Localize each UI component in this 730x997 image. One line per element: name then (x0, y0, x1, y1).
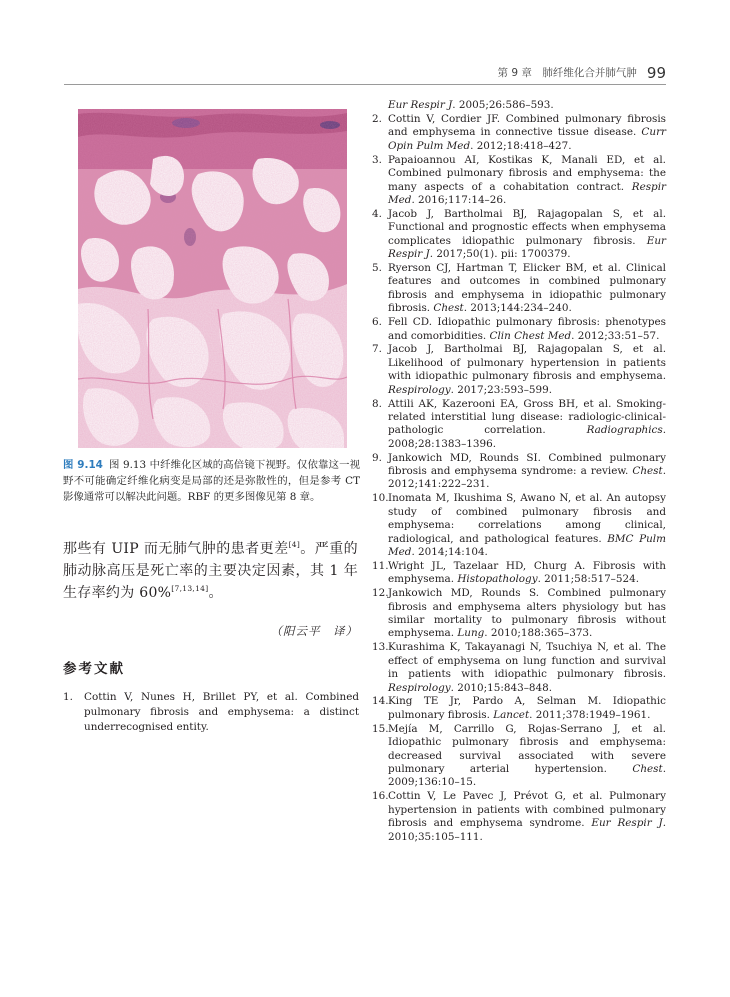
reference-number: 14. (372, 695, 389, 708)
reference-text: Attili AK, Kazerooni EA, Gross BH, et al. Smoking-related interstitial lung disease: radiologic-clinical-pathologic correlation. (388, 397, 666, 437)
translator-credit: （阳云平 译） (270, 624, 358, 638)
reference-citation: . 2013;144:234–240. (463, 302, 572, 315)
reference-item (63, 690, 359, 735)
paragraph-text-1: 那些有 UIP 而无肺气肿的患者更差 (63, 541, 289, 557)
references-title: 参考文献 (63, 661, 125, 677)
citation-4: [4] (288, 540, 301, 549)
reference-text: Cottin V, Cordier JF. Combined pulmonary fibrosis and emphysema in connective tissue disease. (388, 113, 666, 139)
reference-number: 10. (372, 492, 389, 505)
reference-item (372, 154, 666, 208)
reference-text: Jacob J, Bartholmai BJ, Rajagopalan S, et al. Likelihood of pulmonary hypertension in patients with idiopathic pulmonary fibrosis and emphysema. (388, 343, 666, 383)
reference-journal: Chest (632, 763, 663, 775)
figure-label: 图 9.14 (63, 459, 103, 471)
reference-journal: Radiographics (586, 424, 663, 437)
reference-number: 13. (372, 641, 389, 654)
reference-citation: . 2011;378:1949–1961. (529, 708, 651, 721)
reference-number: 15. (372, 722, 389, 735)
reference-number: 12. (372, 587, 389, 600)
reference-citation: . 2010;35:105–111. (388, 817, 666, 843)
reference-text: Jankowich MD, Rounds SI. Combined pulmonary fibrosis and emphysema syndrome: a review. (388, 451, 666, 478)
reference-journal: Eur Respir J (388, 99, 453, 111)
reference-number: 1. (63, 691, 73, 703)
reference-text: Cottin V, Le Pavec J, Prévot G, et al. Pulmonary hypertension in patients with combined pulmonary fibrosis and emphysema syndrome. (388, 790, 666, 830)
reference-citation: . 2008;28:1383–1396. (388, 424, 666, 450)
reference-number: 16. (372, 790, 389, 803)
citation-7-13-14: [7,13,14] (171, 584, 209, 593)
reference-text: . 2005;26:586–593. (452, 99, 554, 111)
reference-journal: Eur Respir J (591, 817, 663, 830)
reference-number: 4. (372, 207, 382, 220)
body-paragraph (63, 538, 358, 604)
reference-citation: . 2017;50(1). pii: 1700379. (429, 248, 571, 261)
reference-journal: BMC Pulm Med (388, 532, 666, 558)
reference-number: 2. (372, 113, 382, 125)
histology-micrograph (78, 109, 347, 448)
reference-text: Kurashima K, Takayanagi N, Tsuchiya N, et al. The effect of emphysema on lung function and survival in patients with idiopathic pulmonary fibrosis. (388, 641, 666, 681)
reference-journal: Chest (433, 302, 464, 315)
reference-item (372, 398, 666, 452)
chapter-title: 第 9 章 肺纤维化合并肺气肿 (497, 67, 637, 79)
paragraph-text-2: 。严重的肺动脉高压是死亡率的主要决定因素，其 1 年生存率约为 60% (63, 541, 358, 601)
reference-text: Mejía M, Carrillo G, Rojas-Serrano J, et al. Idiopathic pulmonary fibrosis and emphysema: decreased survival associated with severe pulmonary arterial hypertension. (388, 722, 666, 775)
reference-item (372, 492, 666, 559)
reference-item (372, 343, 666, 397)
reference-text: Papaioannou AI, Kostikas K, Manali ED, et al. Combined pulmonary fibrosis and emphysema: the many aspects of a cohabitation contract. (388, 153, 666, 193)
reference-item (372, 641, 666, 695)
reference-citation: . 2012;18:418–427. (470, 139, 572, 152)
reference-number: 11. (372, 559, 389, 572)
reference-citation: . 2017;23:593–599. (450, 383, 553, 396)
reference-item (372, 790, 666, 844)
reference-journal: Curr Opin Pulm Med (388, 126, 666, 152)
reference-journal: Lung (457, 627, 485, 640)
reference-journal: Lancet (493, 708, 530, 721)
reference-citation: . 2009;136:10–15. (388, 763, 666, 789)
reference-text: King TE Jr, Pardo A, Selman M. Idiopathic pulmonary fibrosis. (388, 695, 666, 721)
reference-citation: . 2014;14:104. (411, 546, 488, 558)
reference-item (372, 587, 666, 641)
reference-number: 7. (372, 343, 382, 356)
reference-item (372, 208, 666, 262)
reference-journal: Chest (632, 465, 663, 478)
figure-caption (63, 457, 360, 505)
reference-item (372, 452, 666, 492)
references-list-right (372, 113, 666, 844)
reference-journal: Respirology (388, 681, 451, 694)
reference-text: Cottin V, Nunes H, Brillet PY, et al. Combined pulmonary fibrosis and emphysema: a distinct underrecognised entity. (84, 691, 359, 733)
reference-text: Jankowich MD, Rounds S. Combined pulmonary fibrosis and emphysema alters physiology but has similar mortality to pulmonary fibrosis without emphysema. (388, 587, 666, 640)
reference-text: Inomata M, Ikushima S, Awano N, et al. An autopsy study of combined pulmonary fibrosis and emphysema: correlations among clinical, radiological, and pathological features. (388, 492, 666, 545)
running-header (64, 60, 666, 85)
reference-journal: Eur Respir J (388, 234, 666, 261)
reference-journal: Clin Chest Med (489, 329, 572, 342)
reference-item (372, 695, 666, 722)
paragraph-text-end: 。 (208, 585, 223, 601)
reference-citation: . 2011;58:517–524. (537, 573, 640, 586)
reference-item (372, 723, 666, 790)
reference-number: 9. (372, 451, 382, 464)
reference-citation: . 2010;15:843–848. (450, 681, 553, 694)
reference-number: 3. (372, 153, 382, 166)
reference-citation: . 2010;188:365–373. (484, 627, 593, 640)
reference-continuation (388, 99, 666, 112)
reference-journal: Histopathology (457, 573, 538, 586)
figure-caption-text: 图 9.13 中纤维化区域的高倍镜下视野。仅依靠这一视野不可能确定纤维化病变是局部的还是弥散性的，但是参考 CT 影像通常可以解决此问题。RBF 的更多图像见第 8 章。 (63, 459, 360, 503)
reference-item (372, 560, 666, 587)
reference-number: 8. (372, 397, 382, 410)
reference-item (372, 262, 666, 316)
reference-citation: . 2012;141:222–231. (388, 465, 666, 491)
reference-journal: Respir Med (388, 180, 666, 206)
page-number: 99 (646, 64, 666, 82)
reference-item (372, 113, 666, 153)
reference-journal: Respirology (388, 383, 451, 396)
reference-text: Ryerson CJ, Hartman T, Elicker BM, et al. Clinical features and outcomes in combined pulmonary fibrosis and emphysema in idiopathic pulmonary fibrosis. (388, 261, 666, 315)
reference-text: Jacob J, Bartholmai BJ, Rajagopalan S, et al. Functional and prognostic effects when emphysema complicates idiopathic pulmonary fibrosis. (388, 207, 666, 247)
reference-item (372, 316, 666, 343)
reference-text: Wright JL, Tazelaar HD, Churg A. Fibrosis with emphysema. (388, 559, 666, 586)
reference-number: 5. (372, 261, 382, 274)
reference-citation: . 2012;33:51–57. (571, 329, 660, 342)
references-list-left (63, 690, 359, 736)
reference-text: Fell CD. Idiopathic pulmonary fibrosis: phenotypes and comorbidities. (388, 316, 666, 342)
reference-number: 6. (372, 316, 382, 329)
reference-citation: . 2016;117:14–26. (411, 193, 507, 206)
